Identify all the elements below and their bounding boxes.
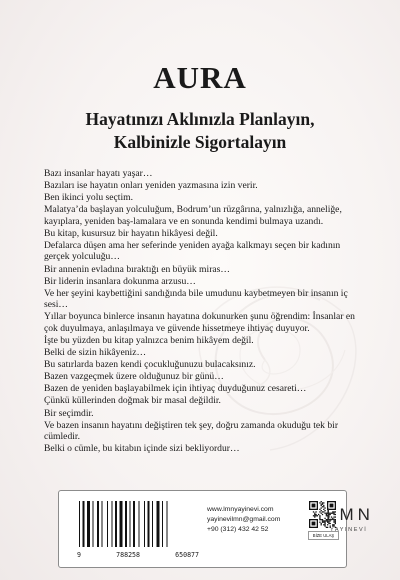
publisher-logo: LMN [326, 505, 374, 524]
qr-module [319, 519, 320, 520]
qr-module [318, 514, 319, 515]
blurb-paragraph: Bir liderin insanlara dokunma arzusu… [44, 275, 196, 287]
blurb-text [44, 168, 364, 455]
publisher-logo-subtitle: YAYINEVİ [330, 527, 368, 533]
barcode-bar [139, 501, 140, 547]
qr-module [323, 511, 324, 512]
qr-module [321, 504, 322, 505]
isbn-group-1: 788258 [116, 551, 140, 559]
qr-module [321, 501, 322, 502]
subtitle-line-1: Hayatınızı Aklınızla Planlayın, [85, 109, 315, 129]
qr-module [319, 522, 320, 523]
blurb-paragraph: Belki o cümle, bu kitabın içinde sizi bekliyordur… [44, 443, 240, 455]
blurb-paragraph: Yıllar boyunca binlerce insanın hayatına dokunurken şunu öğrendim: İnsanlar en çok duyulmaya, anlaşılmaya ve güvende hissetmeye ihtiyaç duyuyor. [44, 311, 355, 334]
blurb-paragraph: Bazen de yeniden başlayabilmek için ihtiyaç duyduğunuz cesareti… [44, 383, 307, 395]
barcode-bar [87, 501, 90, 547]
barcode-bar [79, 501, 80, 547]
qr-module [315, 511, 316, 512]
blurb-paragraph: Malatya’da başlayan yolculuğum, Bodrum’un rüzgârına, yalnızlığa, anneliğe, kayıplara, yeniden baş-lamalara ve en sonunda kendimi bulmaya uzandı. [44, 204, 342, 227]
blurb-paragraph: Çünkü küllerinden doğmak bir masal değildir. [44, 395, 221, 407]
barcode-bar [83, 501, 85, 547]
qr-finder [312, 522, 316, 526]
qr-module [323, 524, 324, 525]
barcode-bar [102, 501, 103, 547]
qr-module [313, 515, 314, 516]
qr-module [322, 511, 323, 512]
blurb-paragraph: Bazen vazgeçmek üzere olduğunuz bir günü… [44, 371, 224, 383]
publisher-info-box [58, 490, 347, 568]
barcode-bar [120, 501, 123, 547]
qr-module [319, 518, 320, 519]
isbn-group-2: 650877 [175, 551, 199, 559]
blurb-paragraph: Defalarca düşen ama her seferinde yeniden ayağa kalkmayı seçen bir kadının gerçek yolculuğu… [44, 239, 341, 263]
qr-module [322, 520, 323, 521]
qr-finder [312, 504, 316, 508]
barcode-bar [93, 501, 94, 547]
barcode-bar [97, 501, 99, 547]
qr-module [315, 515, 316, 516]
qr-module [323, 522, 324, 523]
blurb-paragraph: İşte bu yüzden bu kitap yalnızca benim hikâyem değil. [44, 334, 254, 346]
qr-module [323, 502, 324, 503]
qr-module [319, 511, 320, 512]
qr-module [321, 523, 322, 524]
qr-module [323, 509, 324, 510]
qr-module [323, 505, 324, 506]
qr-module [315, 514, 316, 515]
book-subtitle [0, 108, 400, 154]
qr-module [322, 522, 323, 523]
barcode-bar [152, 501, 153, 547]
qr-label: BİZE ULAŞ [308, 531, 339, 540]
blurb-paragraph: Bazı insanlar hayatı yaşar… [44, 168, 153, 179]
website-link[interactable]: www.lmnyayinevi.com [207, 506, 274, 513]
qr-module [327, 527, 328, 528]
qr-module [323, 520, 324, 521]
barcode-bar [157, 501, 160, 547]
barcode-bar [144, 501, 145, 547]
barcode-bar [162, 501, 163, 547]
barcode-bar [133, 501, 135, 547]
contact-info [207, 505, 280, 535]
qr-module [314, 516, 315, 517]
blurb-paragraph: Ve her şeyini kaybettiğini sandığında bile umudunu kaybetmeyen bir insanın iç sesi… [44, 287, 348, 311]
barcode-bar [148, 501, 150, 547]
qr-module [321, 505, 322, 506]
qr-module [321, 513, 322, 514]
qr-module [326, 527, 327, 528]
subtitle-line-2: Kalbinizle Sigortalayın [113, 132, 287, 152]
blurb-paragraph: Ve bazen insanın hayatını değiştiren tek şey, doğru zamanda okuduğu tek bir cümledir. [44, 419, 339, 443]
qr-module [319, 515, 320, 516]
isbn-barcode [77, 501, 199, 547]
barcode-bar [112, 501, 113, 547]
qr-module [321, 524, 322, 525]
qr-module [322, 502, 323, 503]
qr-module [314, 515, 315, 516]
qr-module [322, 519, 323, 520]
blurb-paragraph: Bu satırlarda bazen kendi çocukluğunuzu bulacaksınız. [44, 359, 256, 371]
qr-module [317, 515, 318, 516]
qr-module [319, 509, 320, 510]
email-link[interactable]: yayinevilmn@gmail.com [207, 516, 281, 523]
qr-module [323, 506, 324, 507]
barcode-bar [115, 501, 117, 547]
barcode-bar [167, 501, 168, 547]
qr-module [322, 514, 323, 515]
qr-module [322, 504, 323, 505]
qr-module [324, 525, 325, 526]
qr-module [314, 513, 315, 514]
isbn-prefix: 9 [77, 551, 81, 559]
qr-module [321, 507, 322, 508]
qr-module [319, 502, 320, 503]
phone-number: +90 (312) 432 42 52 [207, 526, 269, 533]
isbn-number [77, 551, 199, 559]
blurb-paragraph: Belki de sizin hikâyeniz… [44, 347, 147, 359]
qr-module [313, 511, 314, 512]
barcode-bar [130, 501, 131, 547]
blurb-paragraph: Bir annenin evladına bıraktığı en büyük miras… [44, 263, 230, 275]
qr-module [314, 514, 315, 515]
qr-module [322, 506, 323, 507]
qr-module [319, 516, 320, 517]
book-title: AURA [153, 60, 247, 95]
qr-module [321, 519, 322, 520]
blurb-paragraph: Bazıları ise hayatın onları yeniden yazmasına izin verir. [44, 180, 258, 192]
blurb-paragraph: Ben ikinci yolu seçtim. [44, 192, 133, 204]
qr-module [321, 510, 322, 511]
blurb-paragraph: Bir seçimdir. [44, 407, 94, 419]
barcode-bar [125, 501, 127, 547]
barcode-bar [107, 501, 108, 547]
blurb-paragraph: Bu kitap, kusursuz bir hayatın hikâyesi değil. [44, 227, 218, 239]
